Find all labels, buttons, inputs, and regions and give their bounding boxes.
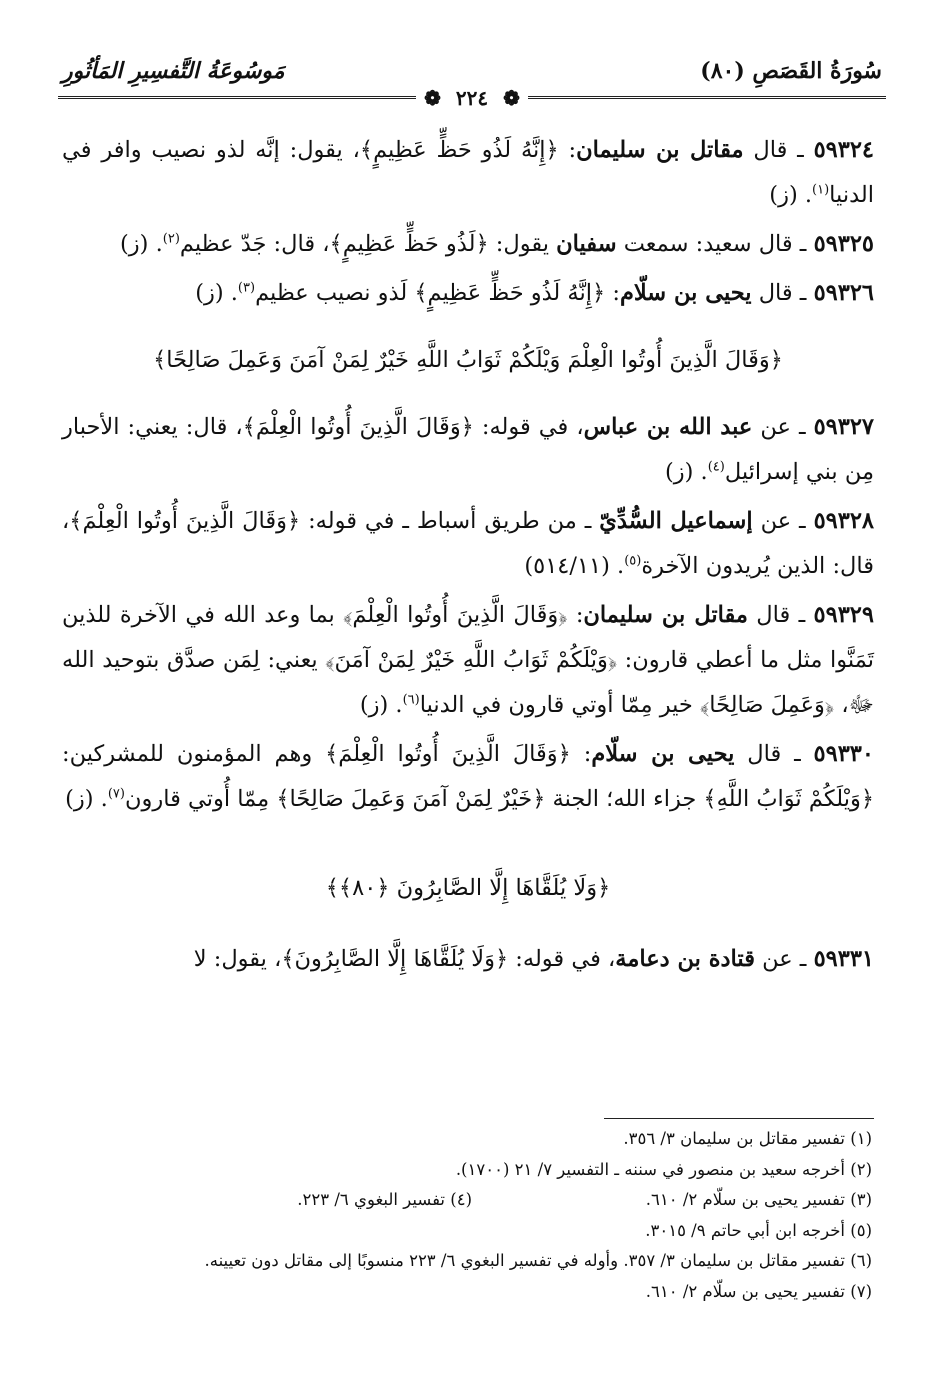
footnote-ref: (٧) [107, 786, 125, 802]
footnote-ref: (٢) [162, 231, 180, 247]
athar-entry [62, 937, 874, 982]
footnote-2: (٢) أخرجه سعيد بن منصور في سننه ـ التفسير ٧/ ٢١ (١٧٠٠). [455, 1159, 872, 1179]
entry-number: ٥٩٣٢٩ [813, 602, 874, 628]
narrator-name: إسماعيل السُّدِّيّ [599, 508, 753, 534]
book-title-header: مَوسُوعَةُ التَّفسِيرِ المَأثُورِ [62, 58, 285, 84]
entry-text: ـ عن [754, 946, 814, 972]
athar-entry [62, 499, 874, 589]
footnote-ref: (١) [812, 182, 830, 198]
entry-text: ـ عن [752, 414, 814, 440]
entry-text: ، في قوله: ﴿وَلَا يُلَقَّاهَا إِلَّا الصَّابِرُونَ﴾، يقول: لا [193, 946, 616, 972]
athar-entry [62, 732, 874, 822]
entry-text: ـ قال [751, 280, 814, 306]
footnote-4: (٤) تفسير البغوي ٦/ ٢٢٣. [297, 1190, 472, 1209]
athar-entry [62, 405, 874, 495]
ayah-heading-1: ﴿وَقَالَ الَّذِينَ أُوتُوا الْعِلْمَ وَيْلَكُمْ ثَوَابُ اللَّهِ خَيْرٌ لِمَنْ آمَنَ وَعَمِلَ صَالِحًا﴾ [153, 347, 783, 373]
page-number: ❁ ٢٢٤ ❁ [0, 86, 944, 110]
entries-group-2 [62, 405, 874, 822]
footnote-1: (١) تفسير مقاتل بن سليمان ٣/ ٣٥٦. [623, 1129, 872, 1148]
narrator-name: سفيان [556, 231, 617, 257]
footnote-ref: (٣) [237, 280, 256, 296]
entry-text: ـ عن [752, 508, 814, 534]
athar-entry [62, 222, 874, 267]
entry-text: . (ز) [769, 182, 813, 208]
footnote-ref: (٤) [707, 459, 725, 475]
entry-text: . (٥١٤/١١) [524, 553, 625, 579]
page-number-text: ٢٢٤ [448, 86, 496, 110]
entry-text: ، في قوله: ﴿وَقَالَ الَّذِينَ أُوتُوا الْعِلْمَ﴾، قال: يعني: الأحبار مِن بني إسرائيل [62, 414, 874, 485]
entry-number: ٥٩٣٢٧ [813, 414, 875, 440]
main-text [62, 128, 874, 986]
athar-entry [62, 593, 874, 728]
footnote-row-3-4 [62, 1185, 872, 1216]
narrator-name: عبد الله بن عباس [583, 414, 753, 440]
entry-text: . (ز) [195, 280, 238, 306]
entry-text: . (ز) [664, 459, 708, 485]
footnote-rule [604, 1118, 874, 1119]
entry-text: . (ز) [65, 786, 108, 812]
entry-number: ٥٩٣٣٠ [813, 741, 874, 767]
narrator-name: قتادة بن دعامة [615, 946, 755, 972]
entry-text: . (ز) [359, 692, 403, 718]
narrator-name: يحيى بن سلّام [591, 741, 735, 767]
entries-group-1 [62, 128, 874, 316]
footnote-5: (٥) أخرجه ابن أبي حاتم ٩/ ٣٠١٥. [645, 1220, 872, 1240]
footnote-3: (٣) تفسير يحيى بن سلّام ٢/ ٦١٠. [645, 1190, 872, 1209]
athar-entry [62, 128, 874, 218]
entry-text: : ﴿إِنَّهُ لَذُو حَظٍّ عَظِيمٍ﴾ لَذو نصيب عظيم [255, 280, 620, 306]
ayah-heading-2: ﴿وَلَا يُلَقَّاهَا إِلَّا الصَّابِرُونَ ﴿٨٠﴾﴾ [325, 875, 611, 901]
entry-number: ٥٩٣٢٥ [813, 231, 874, 257]
narrator-name: مقاتل بن سليمان [583, 602, 748, 628]
surah-header: سُورَةُ القَصَصِ (٨٠) [700, 58, 882, 84]
entry-number: ٥٩٣٢٤ [813, 137, 874, 163]
entry-text: ـ من طريق أسباط ـ في قوله: ﴿وَقَالَ الَّذِينَ أُوتُوا الْعِلْمَ﴾، قال: الذين يُريدون الآخرة [62, 508, 874, 579]
entry-number: ٥٩٣٢٦ [813, 280, 874, 306]
entry-text: : ﴿وَقَالَ الَّذِينَ أُوتُوا الْعِلْمَ﴾ وهم المؤمنون للمشركين: ﴿وَيْلَكُمْ ثَوَابُ اللَّهِ﴾ جزاء الله؛ الجنة ﴿خَيْرٌ لِمَنْ آمَنَ وَعَمِلَ صَالِحًا﴾ مِمّا أُوتي قارون [62, 741, 874, 812]
narrator-name: يحيى بن سلّام [619, 280, 752, 306]
entry-text: : ﴿إِنَّهُ لَذُو حَظٍّ عَظِيمٍ﴾، يقول: إنَّه لذو نصيب وافر في الدنيا [62, 137, 874, 208]
footnote-7: (٧) تفسير يحيى بن سلّام ٢/ ٦١٠. [645, 1281, 872, 1301]
entry-text: ـ قال [747, 602, 814, 628]
footnote-ref: (٥) [624, 553, 642, 569]
entry-text: ـ قال [743, 137, 814, 163]
entry-text: ـ قال [734, 741, 814, 767]
entry-text: : ﴿وَقَالَ الَّذِينَ أُوتُوا الْعِلْمَ﴾ بما وعد الله في الآخرة للذين تَمَنَّوا مثل ما أعطي قارون: ﴿وَيْلَكُمْ ثَوَابُ اللَّهِ خَيْرٌ لِمَنْ آمَنَ﴾ يعني: لِمَن صدَّق بتوحيد الله ﷻ، ﴿وَعَمِلَ صَالِحًا﴾ خير مِمّا أوتي قارون في الدنيا [62, 602, 874, 718]
footnote-6: (٦) تفسير مقاتل بن سليمان ٣/ ٣٥٧. وأوله في تفسير البغوي ٦/ ٢٢٣ منسوبًا إلى مقاتل دون تعيينه. [204, 1251, 872, 1270]
entries-group-3 [62, 937, 874, 982]
entry-number: ٥٩٣٣١ [813, 946, 874, 972]
footnotes [62, 1124, 872, 1307]
entry-text: يقول: ﴿لَذُو حَظٍّ عَظِيمٍ﴾، قال: جَدّ عظيم [179, 231, 557, 257]
athar-entry [62, 271, 874, 316]
footnote-ref: (٦) [402, 692, 420, 708]
entry-text: . (ز) [120, 231, 163, 257]
entry-text: ـ قال سعيد: سمعت [616, 231, 814, 257]
narrator-name: مقاتل بن سليمان [576, 137, 744, 163]
entry-number: ٥٩٣٢٨ [813, 508, 875, 534]
